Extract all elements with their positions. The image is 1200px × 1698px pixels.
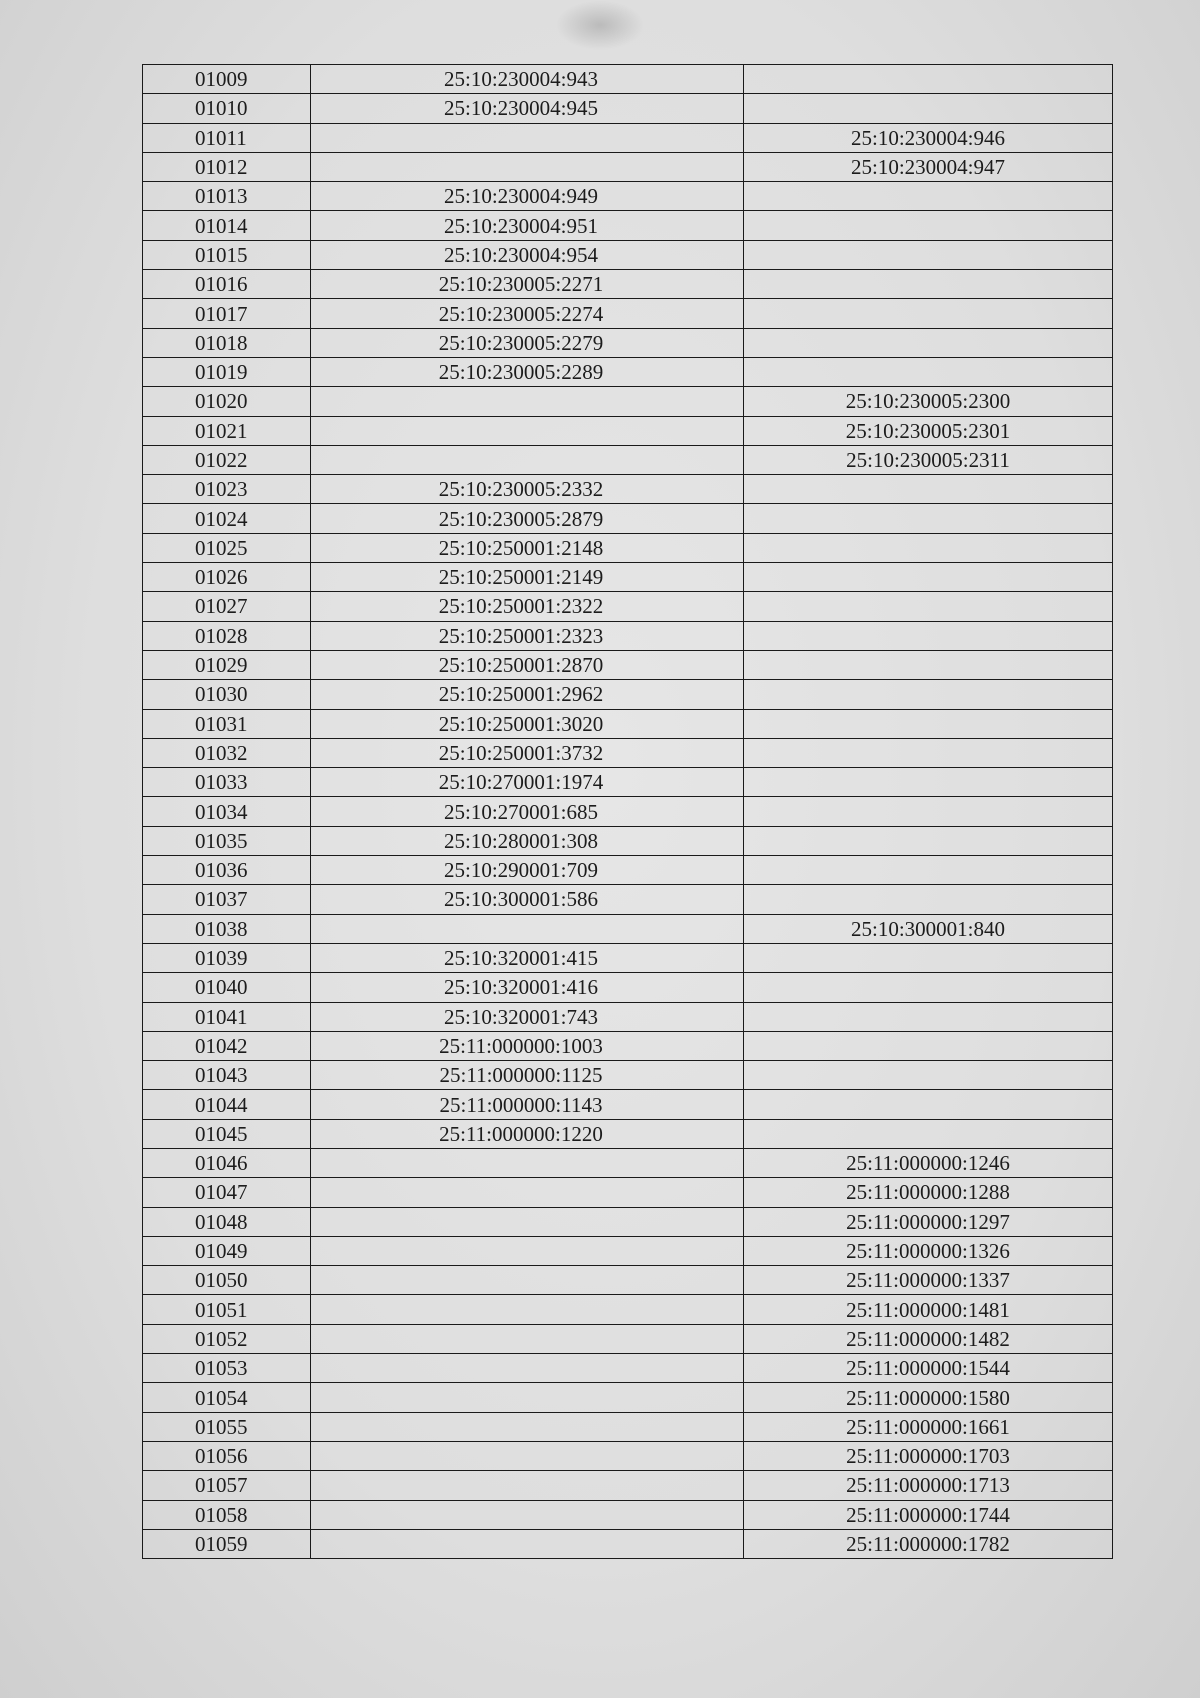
table-row <box>143 592 1113 621</box>
cadastral-number-b: 25:10:230005:2311 <box>846 448 1010 472</box>
cadastral-number-cell-a <box>311 856 744 885</box>
cadastral-number-cell-b <box>744 445 1113 474</box>
cadastral-number-b: 25:11:000000:1326 <box>846 1239 1010 1264</box>
table-row <box>143 357 1113 386</box>
table-row <box>143 943 1113 972</box>
cadastral-number-cell-a <box>311 650 744 679</box>
cadastral-number-cell-a <box>311 709 744 738</box>
cadastral-number-b: 25:11:000000:1481 <box>846 1297 1010 1322</box>
table-row <box>143 387 1113 416</box>
cadastral-number-a: 25:10:320001:415 <box>443 946 598 971</box>
table-row <box>143 826 1113 855</box>
cadastral-number-cell-a <box>311 94 744 123</box>
cadastral-number-b: 25:10:230004:947 <box>850 155 1005 180</box>
cadastral-number-cell-a <box>311 1119 744 1148</box>
cadastral-number-a: 25:10:250001:2962 <box>438 682 604 707</box>
cadastral-number-cell-b <box>744 1119 1113 1148</box>
cadastral-number-cell-b <box>744 65 1113 94</box>
table-row <box>143 885 1113 914</box>
row-code-cell: 01026 <box>143 563 311 592</box>
cadastral-number-cell-b <box>744 328 1113 357</box>
cadastral-number-b: 25:11:000000:1297 <box>846 1209 1010 1234</box>
table-row <box>143 65 1113 94</box>
table-row <box>143 475 1113 504</box>
cadastral-number-a: 25:10:230005:2271 <box>438 272 604 297</box>
table-row <box>143 1148 1113 1177</box>
cadastral-number-cell-b <box>744 387 1113 416</box>
cadastral-number-b: 25:11:000000:1744 <box>846 1502 1010 1527</box>
row-code-cell: 01053 <box>143 1354 311 1383</box>
row-code-cell: 01010 <box>143 94 311 123</box>
cadastral-number-cell-a <box>311 328 744 357</box>
row-code-cell: 01032 <box>143 738 311 767</box>
cadastral-number-cell-b <box>744 1324 1113 1353</box>
cadastral-number-cell-b <box>744 943 1113 972</box>
cadastral-number-cell-a <box>311 123 744 152</box>
cadastral-number-cell-b <box>744 973 1113 1002</box>
cadastral-number-b: 25:11:000000:1288 <box>846 1180 1010 1205</box>
cadastral-number-cell-a <box>311 592 744 621</box>
row-code-cell: 01040 <box>143 973 311 1002</box>
cadastral-number-cell-b <box>744 885 1113 914</box>
row-code-cell: 01017 <box>143 299 311 328</box>
cadastral-number-cell-b <box>744 768 1113 797</box>
cadastral-number-b: 25:11:000000:1544 <box>846 1356 1010 1381</box>
cadastral-number-cell-a <box>311 1090 744 1119</box>
cadastral-number-a: 25:10:230005:2879 <box>438 506 604 531</box>
cadastral-number-cell-b <box>744 1148 1113 1177</box>
cadastral-number-cell-b <box>744 533 1113 562</box>
cadastral-number-a: 25:10:250001:2322 <box>438 594 604 619</box>
table-row <box>143 709 1113 738</box>
cadastral-number-cell-a <box>311 1441 744 1470</box>
row-code-cell: 01012 <box>143 152 311 181</box>
table-row <box>143 328 1113 357</box>
row-code-cell: 01029 <box>143 650 311 679</box>
cadastral-number-cell-a <box>311 1236 744 1265</box>
table-row <box>143 1236 1113 1265</box>
cadastral-number-cell-a <box>311 680 744 709</box>
row-code-cell: 01045 <box>143 1119 311 1148</box>
table-row <box>143 1061 1113 1090</box>
cadastral-number-cell-b <box>744 1383 1113 1412</box>
row-code-cell: 01025 <box>143 533 311 562</box>
cadastral-number-cell-b <box>744 1354 1113 1383</box>
table-row <box>143 1119 1113 1148</box>
cadastral-number-cell-a <box>311 885 744 914</box>
table-row <box>143 1002 1113 1031</box>
table-row <box>143 1031 1113 1060</box>
cadastral-number-a: 25:10:250001:2870 <box>438 653 604 678</box>
row-code-cell: 01016 <box>143 270 311 299</box>
row-code-cell: 01038 <box>143 914 311 943</box>
table-row <box>143 1266 1113 1295</box>
cadastral-number-a: 25:10:270001:1974 <box>438 770 604 795</box>
cadastral-number-cell-a <box>311 1324 744 1353</box>
cadastral-number-a: 25:10:230005:2289 <box>438 360 604 385</box>
cadastral-number-b: 25:11:000000:1246 <box>846 1151 1010 1176</box>
scan-smudge <box>555 0 645 50</box>
cadastral-number-cell-b <box>744 563 1113 592</box>
row-code-cell: 01037 <box>143 885 311 914</box>
cadastral-number-b: 25:11:000000:1482 <box>846 1326 1010 1351</box>
row-code-cell: 01046 <box>143 1148 311 1177</box>
row-code-cell: 01009 <box>143 65 311 94</box>
cadastral-number-cell-b <box>744 1295 1113 1324</box>
row-code-cell: 01043 <box>143 1061 311 1090</box>
cadastral-number-cell-b <box>744 650 1113 679</box>
row-code-cell: 01011 <box>143 123 311 152</box>
table-row <box>143 797 1113 826</box>
row-code-cell: 01023 <box>143 475 311 504</box>
row-code-cell: 01049 <box>143 1236 311 1265</box>
cadastral-number-cell-b <box>744 1266 1113 1295</box>
cadastral-number-cell-a <box>311 1207 744 1236</box>
cadastral-number-cell-a <box>311 1500 744 1529</box>
cadastral-number-cell-b <box>744 240 1113 269</box>
table-body <box>143 65 1113 1559</box>
cadastral-number-a: 25:10:230004:943 <box>443 67 598 92</box>
table-row <box>143 680 1113 709</box>
cadastral-number-cell-b <box>744 621 1113 650</box>
cadastral-number-cell-b <box>744 1031 1113 1060</box>
row-code-cell: 01027 <box>143 592 311 621</box>
cadastral-number-cell-a <box>311 1002 744 1031</box>
cadastral-number-cell-b <box>744 1236 1113 1265</box>
row-code-cell: 01033 <box>143 768 311 797</box>
row-code-cell: 01056 <box>143 1441 311 1470</box>
cadastral-number-b: 25:11:000000:1782 <box>846 1531 1010 1556</box>
cadastral-number-cell-a <box>311 1178 744 1207</box>
row-code-cell: 01051 <box>143 1295 311 1324</box>
row-code-cell: 01044 <box>143 1090 311 1119</box>
cadastral-number-a: 25:10:280001:308 <box>443 828 598 853</box>
cadastral-number-cell-b <box>744 123 1113 152</box>
table-row <box>143 240 1113 269</box>
row-code-cell: 01034 <box>143 797 311 826</box>
cadastral-number-cell-b <box>744 1441 1113 1470</box>
cadastral-number-cell-a <box>311 357 744 386</box>
cadastral-number-cell-a <box>311 299 744 328</box>
cadastral-number-cell-b <box>744 270 1113 299</box>
cadastral-number-a: 25:10:270001:685 <box>443 799 598 824</box>
table-row <box>143 123 1113 152</box>
cadastral-number-cell-a <box>311 973 744 1002</box>
cadastral-number-a: 25:10:300001:586 <box>443 887 598 912</box>
row-code-cell: 01048 <box>143 1207 311 1236</box>
cadastral-number-b: 25:10:230004:946 <box>850 125 1005 150</box>
cadastral-number-cell-a <box>311 914 744 943</box>
cadastral-number-a: 25:10:230005:2279 <box>438 330 604 355</box>
cadastral-number-a: 25:10:250001:2149 <box>438 565 604 590</box>
cadastral-number-cell-a <box>311 1061 744 1090</box>
table-row <box>143 1090 1113 1119</box>
cadastral-number-a: 25:11:000000:1220 <box>439 1121 603 1146</box>
cadastral-number-a: 25:11:000000:1125 <box>439 1063 603 1088</box>
table-row <box>143 856 1113 885</box>
table-row <box>143 768 1113 797</box>
cadastral-number-a: 25:10:250001:3732 <box>438 740 604 765</box>
row-code-cell: 01035 <box>143 826 311 855</box>
row-code-cell: 01036 <box>143 856 311 885</box>
cadastral-number-cell-a <box>311 1031 744 1060</box>
row-code-cell: 01059 <box>143 1529 311 1558</box>
cadastral-number-cell-a <box>311 387 744 416</box>
row-code-cell: 01054 <box>143 1383 311 1412</box>
table-row <box>143 211 1113 240</box>
cadastral-number-cell-b <box>744 856 1113 885</box>
cadastral-number-a: 25:10:230005:2332 <box>438 477 604 502</box>
cadastral-number-cell-b <box>744 738 1113 767</box>
table-row <box>143 1500 1113 1529</box>
cadastral-number-cell-a <box>311 1471 744 1500</box>
cadastral-number-a: 25:10:320001:743 <box>443 1004 598 1029</box>
cadastral-number-cell-a <box>311 211 744 240</box>
table-row <box>143 445 1113 474</box>
cadastral-number-cell-a <box>311 240 744 269</box>
table-row <box>143 504 1113 533</box>
cadastral-number-cell-a <box>311 563 744 592</box>
cadastral-number-b: 25:11:000000:1661 <box>846 1414 1010 1439</box>
cadastral-number-cell-b <box>744 1061 1113 1090</box>
cadastral-number-a: 25:10:230004:945 <box>443 96 598 121</box>
table-row <box>143 1295 1113 1324</box>
cadastral-number-cell-b <box>744 797 1113 826</box>
cadastral-number-cell-b <box>744 1500 1113 1529</box>
cadastral-number-cell-b <box>744 94 1113 123</box>
cadastral-number-cell-a <box>311 1412 744 1441</box>
cadastral-number-cell-a <box>311 768 744 797</box>
cadastral-number-cell-a <box>311 1148 744 1177</box>
row-code-cell: 01030 <box>143 680 311 709</box>
cadastral-number-cell-b <box>744 1002 1113 1031</box>
cadastral-number-cell-b <box>744 416 1113 445</box>
cadastral-number-cell-a <box>311 445 744 474</box>
cadastral-number-cell-b <box>744 914 1113 943</box>
cadastral-number-cell-b <box>744 152 1113 181</box>
cadastral-number-a: 25:10:230005:2274 <box>438 301 604 326</box>
table-row <box>143 182 1113 211</box>
table-row <box>143 738 1113 767</box>
table-row <box>143 914 1113 943</box>
row-code-cell: 01042 <box>143 1031 311 1060</box>
cadastral-number-cell-a <box>311 1266 744 1295</box>
row-code-cell: 01057 <box>143 1471 311 1500</box>
cadastral-number-a: 25:11:000000:1003 <box>439 1033 603 1058</box>
row-code-cell: 01018 <box>143 328 311 357</box>
row-code-cell: 01015 <box>143 240 311 269</box>
cadastral-number-cell-b <box>744 826 1113 855</box>
cadastral-number-a: 25:10:250001:2323 <box>438 623 604 648</box>
cadastral-number-table <box>142 64 1113 1559</box>
table-row <box>143 299 1113 328</box>
cadastral-number-cell-a <box>311 1354 744 1383</box>
cadastral-number-b: 25:10:230005:2301 <box>845 418 1011 443</box>
table-row <box>143 650 1113 679</box>
cadastral-number-a: 25:11:000000:1143 <box>439 1092 603 1117</box>
table-row <box>143 1529 1113 1558</box>
row-code-cell: 01024 <box>143 504 311 533</box>
cadastral-number-cell-b <box>744 475 1113 504</box>
cadastral-number-cell-a <box>311 797 744 826</box>
cadastral-number-b: 25:11:000000:1337 <box>846 1268 1010 1293</box>
cadastral-number-cell-b <box>744 1412 1113 1441</box>
cadastral-number-cell-b <box>744 211 1113 240</box>
table-row <box>143 1354 1113 1383</box>
cadastral-number-cell-a <box>311 943 744 972</box>
cadastral-number-cell-b <box>744 1090 1113 1119</box>
cadastral-number-cell-a <box>311 504 744 533</box>
cadastral-number-cell-b <box>744 680 1113 709</box>
table-row <box>143 416 1113 445</box>
cadastral-number-a: 25:10:290001:709 <box>443 858 598 883</box>
cadastral-number-cell-b <box>744 1207 1113 1236</box>
cadastral-number-cell-a <box>311 475 744 504</box>
cadastral-number-a: 25:10:250001:2148 <box>438 535 604 560</box>
row-code-cell: 01013 <box>143 182 311 211</box>
table-row <box>143 621 1113 650</box>
cadastral-number-cell-a <box>311 416 744 445</box>
cadastral-number-cell-b <box>744 299 1113 328</box>
row-code-cell: 01039 <box>143 943 311 972</box>
table-row <box>143 270 1113 299</box>
table-row <box>143 533 1113 562</box>
cadastral-number-cell-a <box>311 738 744 767</box>
cadastral-number-cell-a <box>311 1529 744 1558</box>
cadastral-number-cell-a <box>311 1383 744 1412</box>
table-row <box>143 152 1113 181</box>
cadastral-number-b: 25:10:230005:2300 <box>845 389 1011 414</box>
row-code-cell: 01021 <box>143 416 311 445</box>
table-row <box>143 1383 1113 1412</box>
cadastral-number-cell-b <box>744 504 1113 533</box>
row-code-cell: 01050 <box>143 1266 311 1295</box>
table-row <box>143 1207 1113 1236</box>
cadastral-number-a: 25:10:230004:954 <box>443 242 598 267</box>
row-code-cell: 01058 <box>143 1500 311 1529</box>
table-row <box>143 1441 1113 1470</box>
cadastral-number-cell-b <box>744 1471 1113 1500</box>
cadastral-number-cell-a <box>311 152 744 181</box>
cadastral-number-cell-a <box>311 65 744 94</box>
cadastral-number-b: 25:10:300001:840 <box>850 916 1005 941</box>
cadastral-number-cell-a <box>311 1295 744 1324</box>
row-code-cell: 01028 <box>143 621 311 650</box>
table-row <box>143 973 1113 1002</box>
cadastral-number-a: 25:10:320001:416 <box>443 975 598 1000</box>
table-row <box>143 94 1113 123</box>
cadastral-number-cell-b <box>744 709 1113 738</box>
row-code-cell: 01041 <box>143 1002 311 1031</box>
cadastral-number-b: 25:11:000000:1703 <box>846 1444 1010 1469</box>
cadastral-number-cell-b <box>744 1178 1113 1207</box>
table-row <box>143 1178 1113 1207</box>
row-code-cell: 01020 <box>143 387 311 416</box>
cadastral-number-cell-a <box>311 270 744 299</box>
cadastral-number-a: 25:10:230004:951 <box>443 213 598 238</box>
cadastral-number-cell-a <box>311 826 744 855</box>
cadastral-number-b: 25:11:000000:1580 <box>846 1385 1010 1410</box>
row-code-cell: 01022 <box>143 445 311 474</box>
cadastral-number-cell-a <box>311 533 744 562</box>
row-code-cell: 01047 <box>143 1178 311 1207</box>
table-row <box>143 1471 1113 1500</box>
row-code-cell: 01014 <box>143 211 311 240</box>
table-row <box>143 1324 1113 1353</box>
cadastral-number-cell-b <box>744 357 1113 386</box>
cadastral-number-cell-a <box>311 182 744 211</box>
row-code-cell: 01055 <box>143 1412 311 1441</box>
row-code-cell: 01052 <box>143 1324 311 1353</box>
table-row <box>143 1412 1113 1441</box>
table-row <box>143 563 1113 592</box>
cadastral-number-cell-b <box>744 182 1113 211</box>
cadastral-number-b: 25:11:000000:1713 <box>846 1473 1010 1498</box>
cadastral-number-cell-b <box>744 592 1113 621</box>
row-code-cell: 01019 <box>143 357 311 386</box>
cadastral-number-a: 25:10:250001:3020 <box>438 711 604 736</box>
cadastral-number-cell-b <box>744 1529 1113 1558</box>
cadastral-number-a: 25:10:230004:949 <box>443 184 598 209</box>
row-code-cell: 01031 <box>143 709 311 738</box>
cadastral-number-cell-a <box>311 621 744 650</box>
